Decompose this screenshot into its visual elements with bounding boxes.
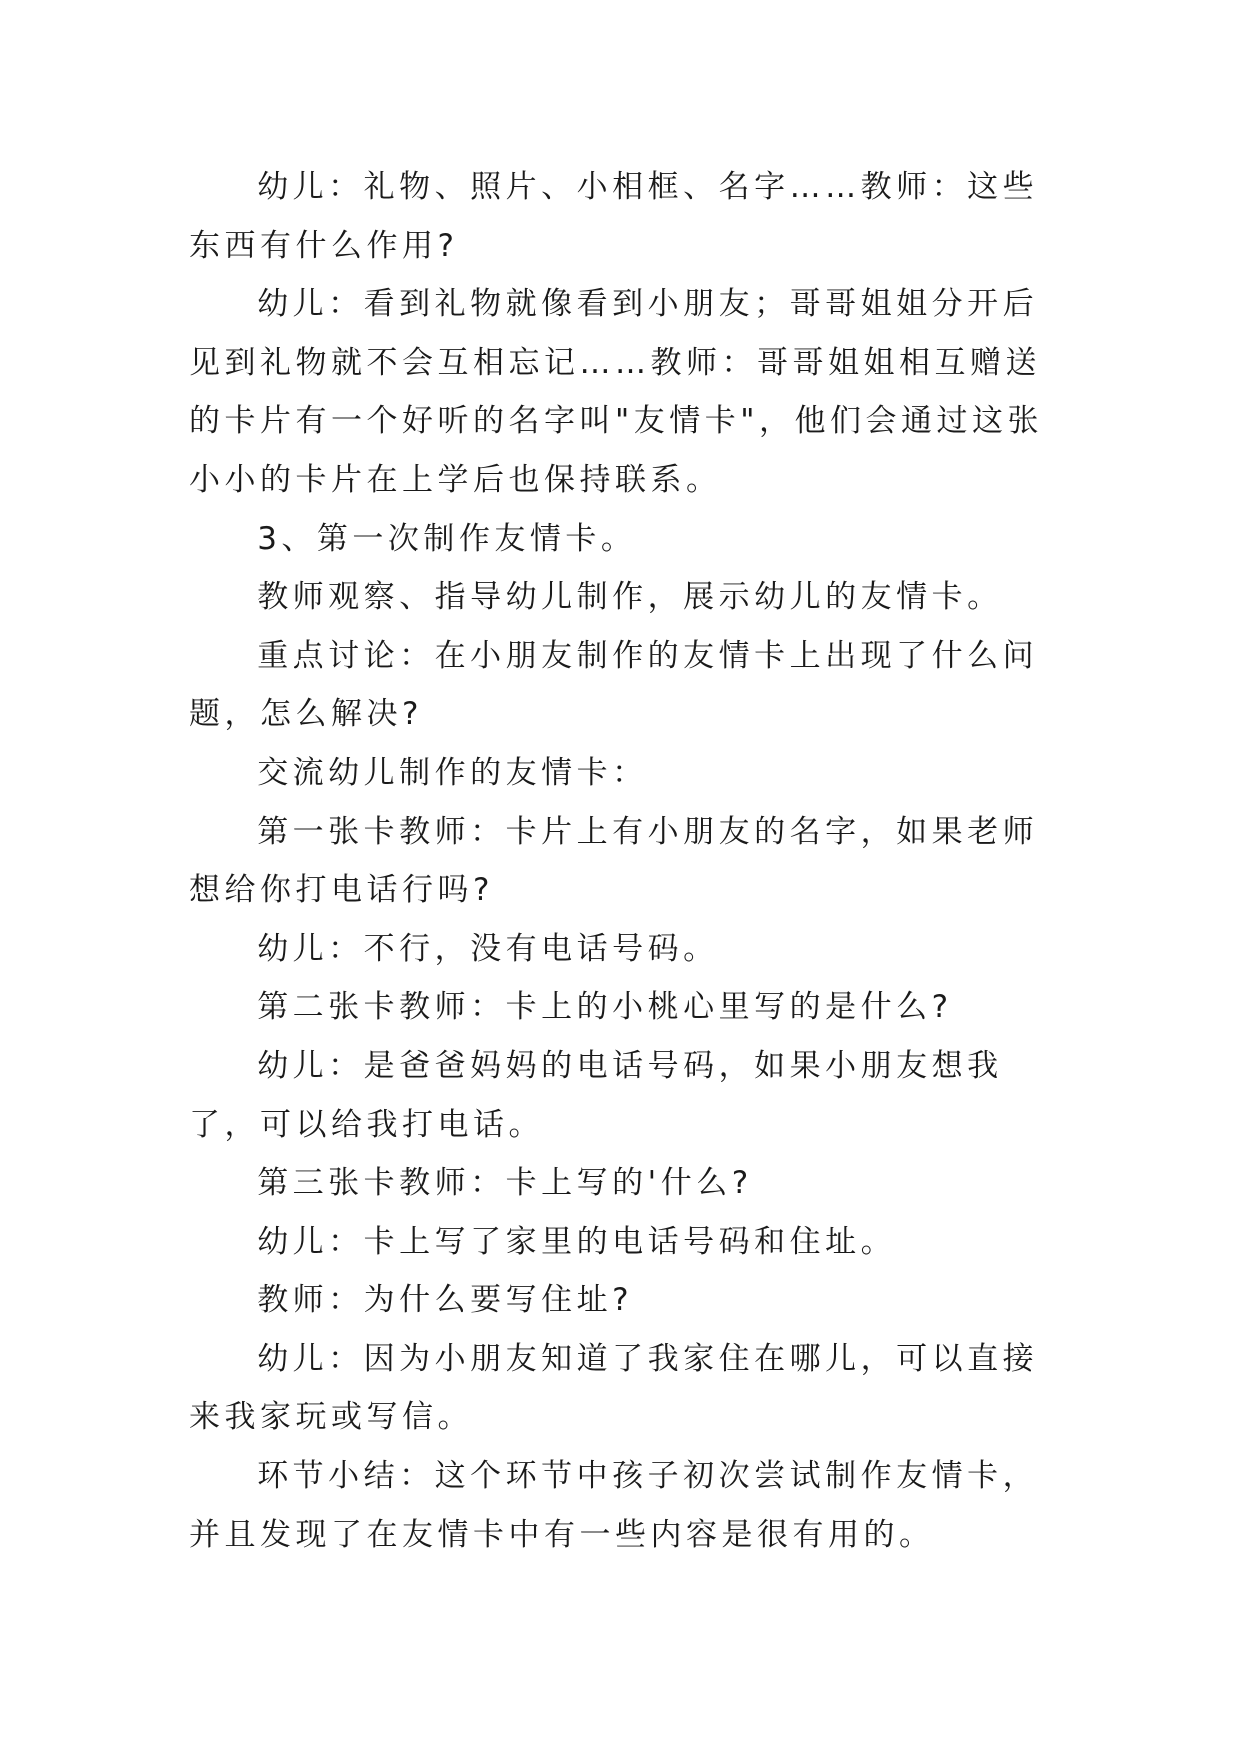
paragraph: 幼儿：看到礼物就像看到小朋友；哥哥姐姐分开后见到礼物就不会互相忘记……教师：哥哥姐姐相互赠送的卡片有一个好听的名字叫"友情卡"，他们会通过这张小小的卡片在上学后也保持联系。: [189, 286, 1044, 498]
paragraph: 幼儿：是爸爸妈妈的电话号码，如果小朋友想我了，可以给我打电话。: [189, 1047, 1003, 1143]
paragraph: 重点讨论：在小朋友制作的友情卡上出现了什么问题，怎么解决?: [189, 637, 1039, 733]
paragraph: 第三张卡教师：卡上写的'什么?: [257, 1165, 753, 1202]
paragraph: 第二张卡教师：卡上的小桃心里写的是什么?: [257, 989, 953, 1026]
paragraph: 幼儿：礼物、照片、小相框、名字……教师：这些东西有什么作用?: [189, 169, 1039, 264]
paragraph: 幼儿：卡上写了家里的电话号码和住址。: [257, 1223, 897, 1260]
paragraph: 交流幼儿制作的友情卡：: [257, 754, 648, 791]
paragraph: 3、第一次制作友情卡。: [257, 520, 637, 557]
paragraph: 环节小结：这个环节中孩子初次尝试制作友情卡，并且发现了在友情卡中有一些内容是很有用的。: [189, 1458, 1039, 1553]
paragraph: 教师：为什么要写住址?: [257, 1282, 634, 1319]
paragraph: 幼儿：因为小朋友知道了我家住在哪儿，可以直接来我家玩或写信。: [189, 1340, 1039, 1436]
paragraph: 教师观察、指导幼儿制作，展示幼儿的友情卡。: [257, 579, 1003, 616]
paragraph: 第一张卡教师：卡片上有小朋友的名字，如果老师想给你打电话行吗?: [189, 813, 1039, 909]
document-body: [189, 158, 1054, 1564]
paragraph: 幼儿：不行，没有电话号码。: [257, 930, 719, 967]
